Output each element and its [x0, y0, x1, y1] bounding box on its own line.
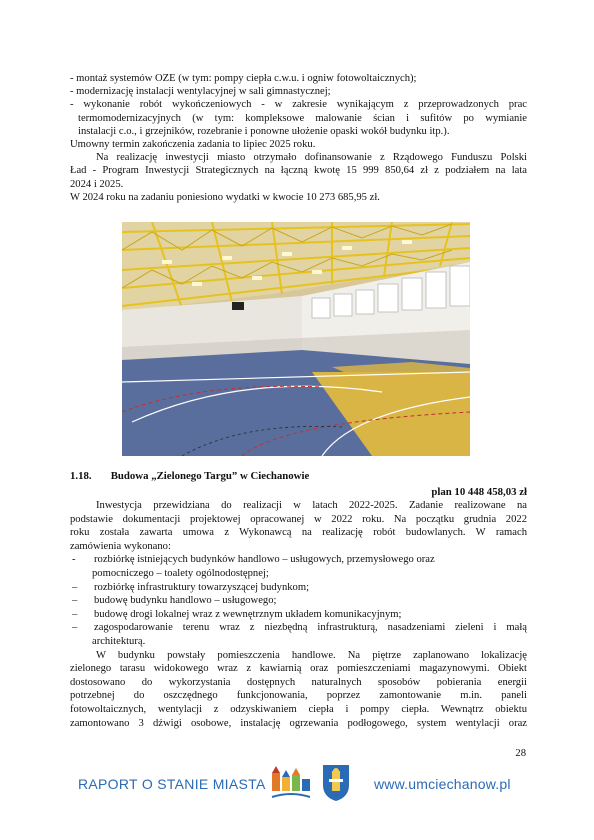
list-item-text: rozbiórkę istniejących budynków handlowo – usługowych, przemysłowego oraz [94, 554, 435, 566]
text-line: W budynku powstały pomieszczenia handlowe. Na piętrze zaplanowano lokalizację [96, 649, 527, 661]
footer-website: www.umciechanow.pl [374, 776, 511, 792]
text-line: - modernizację instalacji wentylacyjnej w sali gimnastycznej; [70, 86, 331, 98]
list-item [70, 581, 527, 595]
section-number: 1.18. [70, 470, 92, 482]
page-number: 28 [515, 748, 526, 759]
text-line: podstawie dokumentacji projektowej opracowanej w 2022 roku. Na początku grudnia 2022 [70, 513, 527, 525]
text-line: instalacji c.o., i grzejników, rozebranie i ponowne ułożenie opaski wokół budynku itp.). [78, 125, 450, 137]
page-footer [0, 760, 594, 810]
section-title: Budowa „Zielonego Targu” w Ciechanowie [110, 470, 310, 482]
text-line: Na realizację inwestycji miasto otrzymało dofinansowanie z Rządowego Funduszu Polski [96, 152, 527, 164]
list-item-continuation: pomocniczego – toalety ogólnodostępnej; [92, 567, 269, 579]
bullet-mark: – [72, 581, 78, 593]
section-body [70, 499, 527, 730]
text-line: - montaż systemów OZE (w tym: pompy ciepła c.w.u. i ogniw fotowoltaicznych); [70, 73, 417, 84]
text-line: termomodernizacyjnych (w tym: kompleksowe malowanie ścian i sufitów po wymianie [78, 112, 527, 124]
bullet-mark: - [72, 554, 76, 566]
list-item [70, 621, 527, 635]
list-item-continuation: architekturą. [92, 635, 146, 647]
text-line: zielonego tarasu widokowego wraz z kawiarnią oraz pomieszczeniami magazynowymi. Obiekt [70, 663, 527, 675]
list-item [70, 553, 527, 567]
list-item-text: budowę drogi lokalnej wraz z wewnętrznym układem komunikacyjnym; [94, 608, 402, 620]
text-line: Ład - Program Inwestycji Strategicznych na łączną kwotę 15 999 850,64 zł z podziałem na lata [70, 165, 527, 177]
list-item [70, 608, 527, 622]
plan-amount: plan 10 448 458,03 zł [431, 486, 527, 498]
text-line: - wykonanie robót wykończeniowych - w zakresie wynikającym z przeprowadzonych prac [70, 99, 527, 111]
list-item [70, 594, 527, 608]
list-item-text: budowę budynku handlowo – usługowego; [94, 595, 277, 607]
text-line: zamontowano 3 dźwigi osobowe, instalację ogrzewania podłogowego, system wentylacji oraz [70, 717, 527, 729]
coat-of-arms-icon [321, 763, 351, 803]
text-line: 2024 i 2025. [70, 178, 124, 190]
section-heading [70, 470, 527, 482]
text-line: Umowny termin zakończenia zadania to lipiec 2025 roku. [70, 139, 316, 151]
text-line: Inwestycja przewidziana do realizacji w latach 2022-2025. Zadanie realizowane na [96, 500, 527, 511]
text-line: W 2024 roku na zadaniu poniesiono wydatki w kwocie 10 273 685,95 zł. [70, 191, 380, 203]
ciechanow-logo-icon [268, 763, 314, 803]
text-line: potrzebnej do oszczędnego funkcjonowania, poprzez zamontowanie m.in. paneli [70, 690, 527, 702]
sports-hall-photo [122, 222, 470, 456]
text-line: fotowoltaicznych, wentylacji z odzyskiwaniem ciepła i pompy ciepła. Wewnątrz obiektu [70, 703, 527, 715]
bullet-mark: – [72, 595, 78, 607]
text-line: zamówienia wykonano: [70, 540, 171, 552]
text-line: roku została zawarta umowa z Wykonawcą na realizację robót budowlanych. W ramach [70, 527, 527, 539]
text-line: dostosowano do wykorzystania dostępnych naturalnych sposobów pobierania energii [70, 676, 527, 688]
bullet-mark: – [72, 608, 78, 620]
bullet-mark: – [72, 622, 78, 634]
list-item-text: zagospodarowanie terenu wraz z niezbędną infrastrukturą, nasadzeniami zieleni i małą [94, 622, 527, 634]
list-item-text: rozbiórkę infrastruktury towarzyszącej budynkom; [94, 581, 310, 593]
footer-report-title: RAPORT O STANIE MIASTA [78, 776, 266, 792]
top-text-block [70, 72, 527, 204]
